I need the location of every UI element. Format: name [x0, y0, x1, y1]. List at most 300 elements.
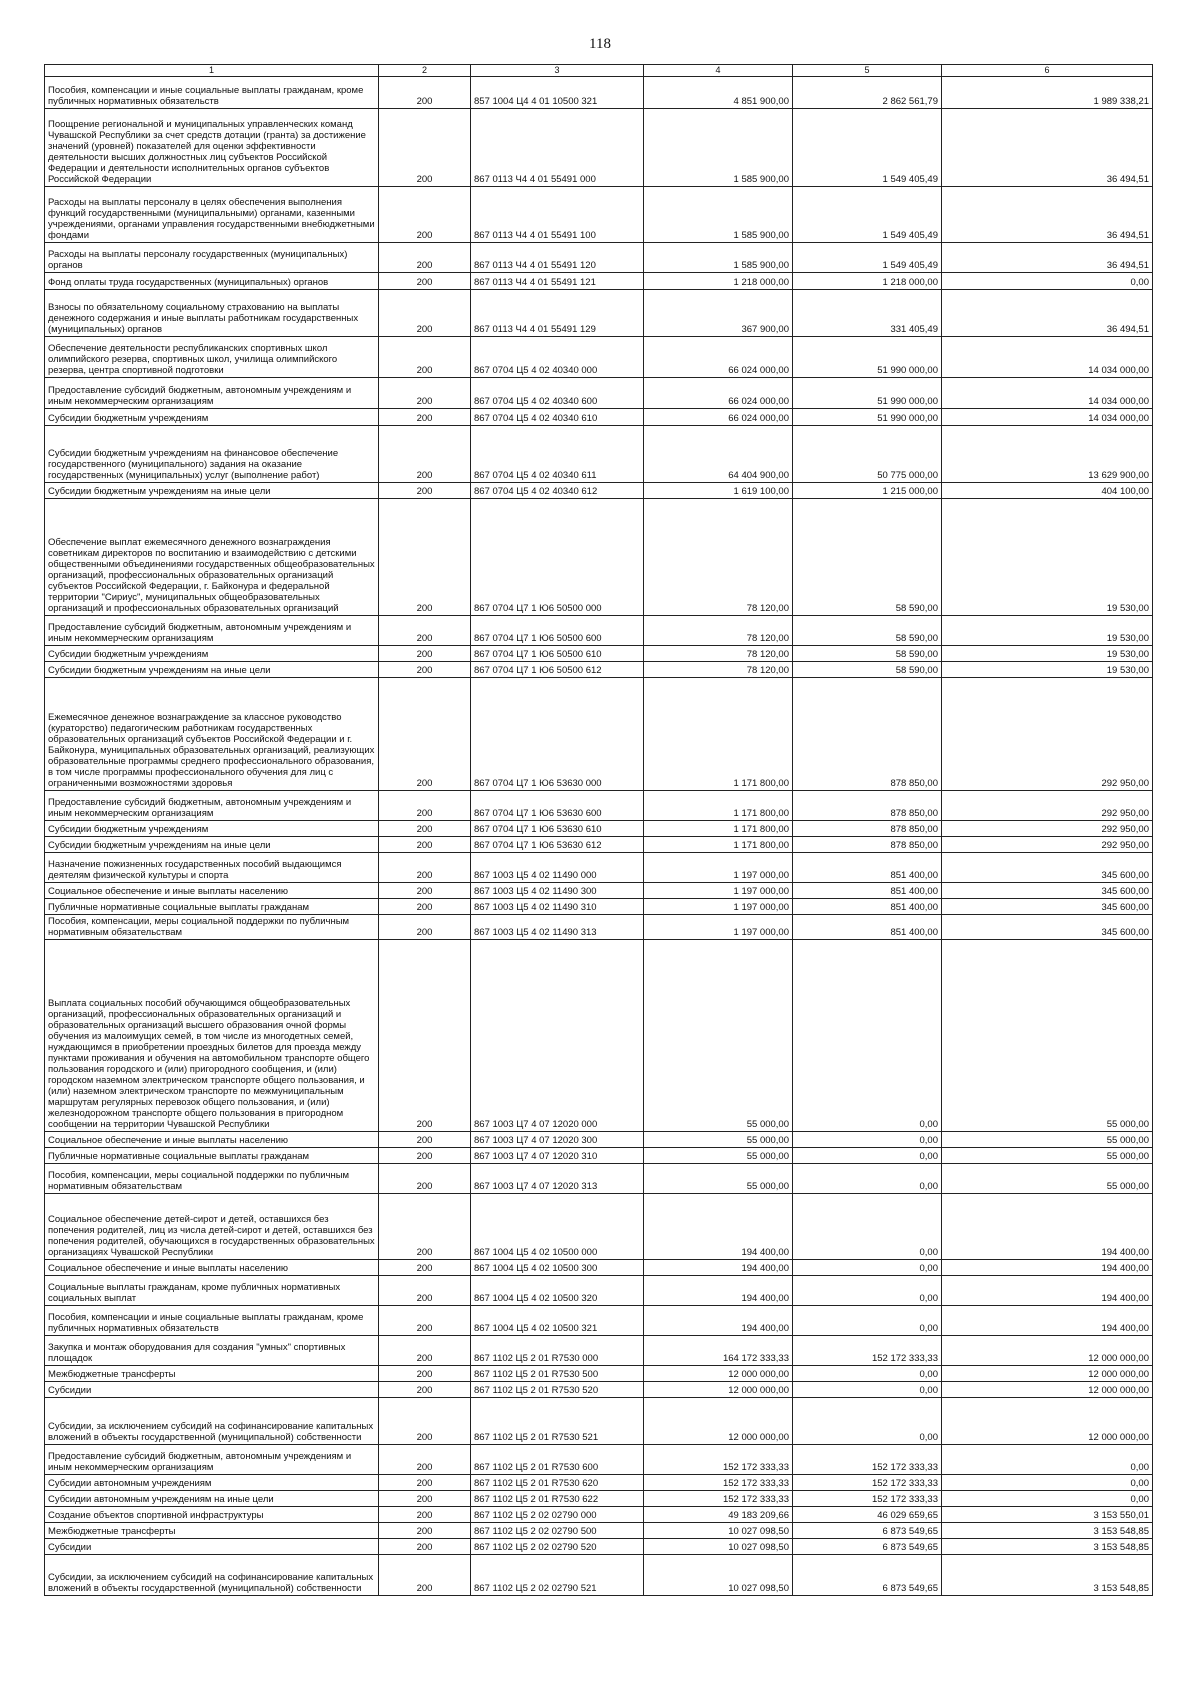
cell-approved: 1 218 000,00: [644, 273, 793, 290]
cell-approved: 1 619 100,00: [644, 483, 793, 499]
cell-classification-code: 867 1004 Ц5 4 02 10500 321: [471, 1306, 644, 1336]
cell-name: Предоставление субсидий бюджетным, автономным учреждениям и иным некоммерческим организациям: [45, 791, 379, 821]
table-row: [45, 77, 1153, 109]
table-row: [45, 837, 1153, 853]
cell-name: Пособия, компенсации, меры социальной поддержки по публичным нормативным обязательствам: [45, 1164, 379, 1194]
cell-executed: 58 590,00: [793, 662, 942, 678]
table-row: [45, 1306, 1153, 1336]
table-row: [45, 915, 1153, 940]
table-row: [45, 899, 1153, 915]
table-row: [45, 883, 1153, 899]
cell-classification-code: 867 0704 Ц7 1 Ю6 53630 612: [471, 837, 644, 853]
cell-approved: 1 197 000,00: [644, 899, 793, 915]
cell-executed: 0,00: [793, 1382, 942, 1398]
cell-unexecuted: 345 600,00: [942, 883, 1153, 899]
cell-line-code: 200: [379, 1164, 471, 1194]
cell-unexecuted: 36 494,51: [942, 243, 1153, 273]
cell-unexecuted: 345 600,00: [942, 899, 1153, 915]
table-row: [45, 499, 1153, 616]
table-row: [45, 337, 1153, 378]
cell-executed: 2 862 561,79: [793, 77, 942, 109]
cell-approved: 1 171 800,00: [644, 791, 793, 821]
cell-unexecuted: 55 000,00: [942, 1164, 1153, 1194]
table-row: [45, 426, 1153, 483]
cell-classification-code: 867 1004 Ц5 4 02 10500 000: [471, 1194, 644, 1260]
cell-executed: 1 549 405,49: [793, 109, 942, 187]
cell-classification-code: 867 1102 Ц5 2 01 R7530 500: [471, 1366, 644, 1382]
table-row: [45, 1475, 1153, 1491]
cell-unexecuted: 345 600,00: [942, 915, 1153, 940]
cell-classification-code: 867 1102 Ц5 2 01 R7530 000: [471, 1336, 644, 1366]
cell-unexecuted: 194 400,00: [942, 1194, 1153, 1260]
cell-approved: 78 120,00: [644, 662, 793, 678]
cell-name: Субсидии автономным учреждениям на иные цели: [45, 1491, 379, 1507]
cell-approved: 1 585 900,00: [644, 187, 793, 243]
cell-unexecuted: 0,00: [942, 1445, 1153, 1475]
cell-unexecuted: 1 989 338,21: [942, 77, 1153, 109]
cell-unexecuted: 36 494,51: [942, 109, 1153, 187]
table-row: [45, 109, 1153, 187]
cell-name: Расходы на выплаты персоналу в целях обеспечения выполнения функций государственными (муниципальными) органами, казенными учреждениями, органами управления государственными внебюджетными фондами: [45, 187, 379, 243]
cell-unexecuted: 292 950,00: [942, 821, 1153, 837]
cell-name: Ежемесячное денежное вознаграждение за классное руководство (кураторство) педагогическим работникам государственных образовательных организаций субъектов Российской Федерации и г. Байконура, муниципальных образовательных организаций, реализующих образовательные программы среднего профессионального образования, в том числе программы профессионального обучения для лиц с ограниченными возможностями здоровья: [45, 678, 379, 791]
cell-name: Взносы по обязательному социальному страхованию на выплаты денежного содержания и иные выплаты работникам государственных (муниципальных) органов: [45, 290, 379, 337]
cell-executed: 0,00: [793, 1366, 942, 1382]
cell-name: Социальное обеспечение и иные выплаты населению: [45, 1260, 379, 1276]
cell-approved: 1 171 800,00: [644, 821, 793, 837]
cell-executed: 878 850,00: [793, 791, 942, 821]
cell-approved: 152 172 333,33: [644, 1445, 793, 1475]
page-number: 118: [589, 36, 611, 52]
cell-classification-code: 867 1003 Ц5 4 02 11490 300: [471, 883, 644, 899]
column-header-name: 1: [45, 65, 379, 77]
cell-name: Субсидии, за исключением субсидий на софинансирование капитальных вложений в объекты государственной (муниципальной) собственности: [45, 1398, 379, 1445]
cell-name: Субсидии бюджетным учреждениям: [45, 646, 379, 662]
cell-name: Фонд оплаты труда государственных (муниципальных) органов: [45, 273, 379, 290]
cell-executed: 851 400,00: [793, 915, 942, 940]
cell-line-code: 200: [379, 337, 471, 378]
cell-executed: 0,00: [793, 1164, 942, 1194]
table-row: [45, 940, 1153, 1132]
cell-approved: 367 900,00: [644, 290, 793, 337]
cell-classification-code: 867 0704 Ц5 4 02 40340 611: [471, 426, 644, 483]
cell-classification-code: 857 1004 Ц4 4 01 10500 321: [471, 77, 644, 109]
cell-unexecuted: 55 000,00: [942, 1148, 1153, 1164]
cell-approved: 1 197 000,00: [644, 853, 793, 883]
cell-approved: 10 027 098,50: [644, 1555, 793, 1596]
cell-line-code: 200: [379, 1276, 471, 1306]
column-header-approved: 4: [644, 65, 793, 77]
cell-line-code: 200: [379, 1491, 471, 1507]
cell-name: Субсидии бюджетным учреждениям на иные цели: [45, 662, 379, 678]
cell-classification-code: 867 0113 Ч4 4 01 55491 100: [471, 187, 644, 243]
cell-line-code: 200: [379, 616, 471, 646]
cell-approved: 1 171 800,00: [644, 837, 793, 853]
cell-classification-code: 867 1102 Ц5 2 01 R7530 521: [471, 1398, 644, 1445]
cell-unexecuted: 12 000 000,00: [942, 1336, 1153, 1366]
cell-approved: 10 027 098,50: [644, 1539, 793, 1555]
cell-name: Предоставление субсидий бюджетным, автономным учреждениям и иным некоммерческим организациям: [45, 616, 379, 646]
cell-unexecuted: 19 530,00: [942, 646, 1153, 662]
cell-line-code: 200: [379, 837, 471, 853]
column-number-row: [45, 65, 1153, 77]
table-row: [45, 646, 1153, 662]
cell-classification-code: 867 1102 Ц5 2 02 02790 521: [471, 1555, 644, 1596]
cell-line-code: 200: [379, 678, 471, 791]
cell-name: Публичные нормативные социальные выплаты гражданам: [45, 899, 379, 915]
table-row: [45, 1539, 1153, 1555]
cell-executed: 152 172 333,33: [793, 1491, 942, 1507]
cell-classification-code: 867 0113 Ч4 4 01 55491 120: [471, 243, 644, 273]
cell-approved: 55 000,00: [644, 940, 793, 1132]
cell-line-code: 200: [379, 1555, 471, 1596]
cell-name: Публичные нормативные социальные выплаты гражданам: [45, 1148, 379, 1164]
cell-approved: 49 183 209,66: [644, 1507, 793, 1523]
cell-executed: 58 590,00: [793, 499, 942, 616]
cell-classification-code: 867 1102 Ц5 2 02 02790 500: [471, 1523, 644, 1539]
cell-classification-code: 867 1003 Ц7 4 07 12020 300: [471, 1132, 644, 1148]
cell-line-code: 200: [379, 1336, 471, 1366]
cell-executed: 51 990 000,00: [793, 337, 942, 378]
table-row: [45, 1398, 1153, 1445]
cell-name: Расходы на выплаты персоналу государственных (муниципальных) органов: [45, 243, 379, 273]
cell-executed: 46 029 659,65: [793, 1507, 942, 1523]
cell-name: Предоставление субсидий бюджетным, автономным учреждениям и иным некоммерческим организациям: [45, 378, 379, 409]
cell-classification-code: 867 1004 Ц5 4 02 10500 320: [471, 1276, 644, 1306]
cell-line-code: 200: [379, 483, 471, 499]
cell-unexecuted: 36 494,51: [942, 290, 1153, 337]
cell-executed: 152 172 333,33: [793, 1475, 942, 1491]
cell-executed: 58 590,00: [793, 616, 942, 646]
cell-line-code: 200: [379, 273, 471, 290]
cell-classification-code: 867 1102 Ц5 2 02 02790 520: [471, 1539, 644, 1555]
table-row: [45, 1132, 1153, 1148]
cell-classification-code: 867 0704 Ц7 1 Ю6 53630 000: [471, 678, 644, 791]
cell-classification-code: 867 1003 Ц7 4 07 12020 310: [471, 1148, 644, 1164]
cell-unexecuted: 292 950,00: [942, 678, 1153, 791]
cell-unexecuted: 3 153 548,85: [942, 1523, 1153, 1539]
table-row: [45, 821, 1153, 837]
cell-classification-code: 867 0113 Ч4 4 01 55491 121: [471, 273, 644, 290]
cell-line-code: 200: [379, 899, 471, 915]
cell-approved: 66 024 000,00: [644, 378, 793, 409]
cell-name: Субсидии бюджетным учреждениям на иные цели: [45, 837, 379, 853]
table-row: [45, 290, 1153, 337]
table-row: [45, 662, 1153, 678]
cell-line-code: 200: [379, 1194, 471, 1260]
cell-line-code: 200: [379, 290, 471, 337]
table-row: [45, 1276, 1153, 1306]
cell-line-code: 200: [379, 821, 471, 837]
cell-classification-code: 867 0704 Ц5 4 02 40340 612: [471, 483, 644, 499]
cell-line-code: 200: [379, 1306, 471, 1336]
cell-name: Пособия, компенсации и иные социальные выплаты гражданам, кроме публичных нормативных обязательств: [45, 1306, 379, 1336]
cell-line-code: 200: [379, 1398, 471, 1445]
cell-name: Субсидии автономным учреждениям: [45, 1475, 379, 1491]
cell-unexecuted: 292 950,00: [942, 837, 1153, 853]
cell-approved: 4 851 900,00: [644, 77, 793, 109]
cell-classification-code: 867 1102 Ц5 2 01 R7530 520: [471, 1382, 644, 1398]
cell-name: Субсидии: [45, 1539, 379, 1555]
cell-name: Закупка и монтаж оборудования для создания "умных" спортивных площадок: [45, 1336, 379, 1366]
table-row: [45, 791, 1153, 821]
cell-name: Субсидии бюджетным учреждениям: [45, 821, 379, 837]
cell-approved: 66 024 000,00: [644, 409, 793, 426]
cell-unexecuted: 12 000 000,00: [942, 1382, 1153, 1398]
cell-name: Субсидии бюджетным учреждениям на финансовое обеспечение государственного (муниципального) задания на оказание государственных (муниципальных) услуг (выполнение работ): [45, 426, 379, 483]
cell-approved: 12 000 000,00: [644, 1366, 793, 1382]
cell-line-code: 200: [379, 853, 471, 883]
table-row: [45, 616, 1153, 646]
cell-classification-code: 867 0704 Ц7 1 Ю6 53630 610: [471, 821, 644, 837]
cell-classification-code: 867 0704 Ц7 1 Ю6 50500 610: [471, 646, 644, 662]
cell-approved: 78 120,00: [644, 616, 793, 646]
cell-unexecuted: 3 153 550,01: [942, 1507, 1153, 1523]
table-row: [45, 1148, 1153, 1164]
cell-executed: 50 775 000,00: [793, 426, 942, 483]
cell-name: Субсидии бюджетным учреждениям: [45, 409, 379, 426]
cell-executed: 6 873 549,65: [793, 1539, 942, 1555]
cell-executed: 1 215 000,00: [793, 483, 942, 499]
cell-name: Субсидии бюджетным учреждениям на иные цели: [45, 483, 379, 499]
cell-approved: 55 000,00: [644, 1164, 793, 1194]
cell-approved: 12 000 000,00: [644, 1398, 793, 1445]
cell-line-code: 200: [379, 1539, 471, 1555]
cell-executed: 58 590,00: [793, 646, 942, 662]
cell-name: Субсидии: [45, 1382, 379, 1398]
cell-line-code: 200: [379, 243, 471, 273]
cell-name: Пособия, компенсации, меры социальной поддержки по публичным нормативным обязательствам: [45, 915, 379, 940]
cell-executed: 878 850,00: [793, 821, 942, 837]
cell-executed: 0,00: [793, 940, 942, 1132]
cell-executed: 0,00: [793, 1132, 942, 1148]
cell-line-code: 200: [379, 662, 471, 678]
cell-unexecuted: 404 100,00: [942, 483, 1153, 499]
cell-line-code: 200: [379, 1132, 471, 1148]
cell-name: Обеспечение выплат ежемесячного денежного вознаграждения советникам директоров по воспитанию и взаимодействию с детскими общественными объединениями государственных общеобразовательных организаций, профессиональных образовательных организаций субъектов Российской Федерации, г. Байконура и федеральной территории "Сириус", муниципальных общеобразовательных организаций и профессиональных образовательных организаций: [45, 499, 379, 616]
cell-approved: 1 197 000,00: [644, 883, 793, 899]
column-header-classification-code: 3: [471, 65, 644, 77]
cell-name: Межбюджетные трансферты: [45, 1366, 379, 1382]
cell-executed: 0,00: [793, 1276, 942, 1306]
cell-unexecuted: 14 034 000,00: [942, 409, 1153, 426]
cell-name: Выплата социальных пособий обучающимся общеобразовательных организаций, профессиональных образовательных организаций и образовательных организаций высшего образования очной формы обучения из малоимущих семей, в том числе из многодетных семей, нуждающимся в приобретении проездных билетов для проезда между пунктами проживания и обучения на автомобильном транспорте общего пользования городского и (или) пригородного сообщения, и (или) городском наземном электрическом транспорте общего пользования, и (или) наземном электрическом транспорте по межмуниципальным маршрутам регулярных перевозок общего пользования, и (или) железнодорожном транспорте общего пользования в пригородном сообщении на территории Чувашской Республики: [45, 940, 379, 1132]
cell-executed: 152 172 333,33: [793, 1445, 942, 1475]
cell-executed: 6 873 549,65: [793, 1555, 942, 1596]
cell-line-code: 200: [379, 187, 471, 243]
cell-classification-code: 867 0113 Ч4 4 01 55491 000: [471, 109, 644, 187]
cell-executed: 851 400,00: [793, 883, 942, 899]
column-header-line-code: 2: [379, 65, 471, 77]
cell-name: Обеспечение деятельности республиканских спортивных школ олимпийского резерва, спортивных школ, училища олимпийского резерва, центра спортивной подготовки: [45, 337, 379, 378]
cell-unexecuted: 3 153 548,85: [942, 1539, 1153, 1555]
table-row: [45, 1336, 1153, 1366]
cell-line-code: 200: [379, 77, 471, 109]
cell-classification-code: 867 1102 Ц5 2 01 R7530 622: [471, 1491, 644, 1507]
cell-approved: 10 027 098,50: [644, 1523, 793, 1539]
cell-classification-code: 867 0704 Ц7 1 Ю6 50500 612: [471, 662, 644, 678]
cell-executed: 851 400,00: [793, 853, 942, 883]
cell-line-code: 200: [379, 109, 471, 187]
cell-approved: 55 000,00: [644, 1148, 793, 1164]
table-row: [45, 1382, 1153, 1398]
cell-name: Пособия, компенсации и иные социальные выплаты гражданам, кроме публичных нормативных обязательств: [45, 77, 379, 109]
cell-approved: 12 000 000,00: [644, 1382, 793, 1398]
cell-name: Субсидии, за исключением субсидий на софинансирование капитальных вложений в объекты государственной (муниципальной) собственности: [45, 1555, 379, 1596]
cell-classification-code: 867 1102 Ц5 2 01 R7530 600: [471, 1445, 644, 1475]
cell-unexecuted: 13 629 900,00: [942, 426, 1153, 483]
column-header-unexecuted: 6: [942, 65, 1153, 77]
cell-line-code: 200: [379, 1148, 471, 1164]
cell-unexecuted: 0,00: [942, 1491, 1153, 1507]
cell-classification-code: 867 1102 Ц5 2 01 R7530 620: [471, 1475, 644, 1491]
cell-classification-code: 867 1003 Ц7 4 07 12020 000: [471, 940, 644, 1132]
cell-unexecuted: 194 400,00: [942, 1306, 1153, 1336]
cell-unexecuted: 194 400,00: [942, 1276, 1153, 1306]
cell-approved: 194 400,00: [644, 1260, 793, 1276]
table-row: [45, 1491, 1153, 1507]
table-row: [45, 1523, 1153, 1539]
cell-unexecuted: 14 034 000,00: [942, 337, 1153, 378]
cell-line-code: 200: [379, 883, 471, 899]
table-row: [45, 1194, 1153, 1260]
budget-execution-table: [44, 64, 1153, 1596]
cell-line-code: 200: [379, 1523, 471, 1539]
cell-approved: 194 400,00: [644, 1276, 793, 1306]
cell-approved: 1 585 900,00: [644, 243, 793, 273]
cell-line-code: 200: [379, 1382, 471, 1398]
cell-name: Предоставление субсидий бюджетным, автономным учреждениям и иным некоммерческим организациям: [45, 1445, 379, 1475]
cell-classification-code: 867 0704 Ц7 1 Ю6 50500 000: [471, 499, 644, 616]
cell-name: Социальное обеспечение и иные выплаты населению: [45, 1132, 379, 1148]
cell-classification-code: 867 1004 Ц5 4 02 10500 300: [471, 1260, 644, 1276]
table-row: [45, 1260, 1153, 1276]
cell-line-code: 200: [379, 1507, 471, 1523]
cell-classification-code: 867 1003 Ц7 4 07 12020 313: [471, 1164, 644, 1194]
cell-approved: 1 171 800,00: [644, 678, 793, 791]
cell-line-code: 200: [379, 1366, 471, 1382]
table-row: [45, 243, 1153, 273]
cell-unexecuted: 3 153 548,85: [942, 1555, 1153, 1596]
cell-line-code: 200: [379, 426, 471, 483]
cell-executed: 0,00: [793, 1148, 942, 1164]
cell-name: Назначение пожизненных государственных пособий выдающимся деятелям физической культуры и спорта: [45, 853, 379, 883]
cell-unexecuted: 19 530,00: [942, 616, 1153, 646]
cell-name: Социальное обеспечение и иные выплаты населению: [45, 883, 379, 899]
cell-unexecuted: 55 000,00: [942, 1132, 1153, 1148]
cell-unexecuted: 19 530,00: [942, 662, 1153, 678]
cell-approved: 78 120,00: [644, 646, 793, 662]
cell-executed: 851 400,00: [793, 899, 942, 915]
cell-classification-code: 867 1003 Ц5 4 02 11490 310: [471, 899, 644, 915]
cell-classification-code: 867 0704 Ц5 4 02 40340 600: [471, 378, 644, 409]
table-row: [45, 1164, 1153, 1194]
table-row: [45, 409, 1153, 426]
cell-executed: 0,00: [793, 1260, 942, 1276]
cell-unexecuted: 36 494,51: [942, 187, 1153, 243]
cell-line-code: 200: [379, 940, 471, 1132]
cell-executed: 331 405,49: [793, 290, 942, 337]
cell-classification-code: 867 1003 Ц5 4 02 11490 313: [471, 915, 644, 940]
cell-executed: 878 850,00: [793, 678, 942, 791]
cell-approved: 194 400,00: [644, 1306, 793, 1336]
table-row: [45, 187, 1153, 243]
cell-approved: 1 197 000,00: [644, 915, 793, 940]
cell-approved: 152 172 333,33: [644, 1491, 793, 1507]
cell-unexecuted: 19 530,00: [942, 499, 1153, 616]
cell-unexecuted: 14 034 000,00: [942, 378, 1153, 409]
cell-approved: 1 585 900,00: [644, 109, 793, 187]
column-header-executed: 5: [793, 65, 942, 77]
table-row: [45, 1445, 1153, 1475]
cell-executed: 152 172 333,33: [793, 1336, 942, 1366]
cell-line-code: 200: [379, 791, 471, 821]
cell-classification-code: 867 0704 Ц5 4 02 40340 000: [471, 337, 644, 378]
table-row: [45, 1555, 1153, 1596]
table-row: [45, 273, 1153, 290]
cell-classification-code: 867 0113 Ч4 4 01 55491 129: [471, 290, 644, 337]
cell-approved: 55 000,00: [644, 1132, 793, 1148]
cell-executed: 51 990 000,00: [793, 409, 942, 426]
cell-executed: 0,00: [793, 1398, 942, 1445]
cell-name: Поощрение региональной и муниципальных управленческих команд Чувашской Республики за счет средств дотации (гранта) за достижение значений (уровней) показателей для оценки эффективности деятельности высших должностных лиц субъектов Российской Федерации и деятельности исполнительных органов субъектов Российской Федерации: [45, 109, 379, 187]
cell-name: Межбюджетные трансферты: [45, 1523, 379, 1539]
cell-unexecuted: 194 400,00: [942, 1260, 1153, 1276]
cell-unexecuted: 0,00: [942, 1475, 1153, 1491]
cell-executed: 1 218 000,00: [793, 273, 942, 290]
cell-line-code: 200: [379, 915, 471, 940]
table-row: [45, 378, 1153, 409]
cell-unexecuted: 55 000,00: [942, 940, 1153, 1132]
cell-line-code: 200: [379, 1260, 471, 1276]
cell-line-code: 200: [379, 409, 471, 426]
table-row: [45, 853, 1153, 883]
cell-unexecuted: 0,00: [942, 273, 1153, 290]
cell-executed: 6 873 549,65: [793, 1523, 942, 1539]
cell-name: Социальные выплаты гражданам, кроме публичных нормативных социальных выплат: [45, 1276, 379, 1306]
table-row: [45, 678, 1153, 791]
cell-name: Социальное обеспечение детей-сирот и детей, оставшихся без попечения родителей, лиц из числа детей-сирот и детей, оставшихся без попечения родителей, обучающихся в государственных образовательных организациях Чувашской Республики: [45, 1194, 379, 1260]
cell-unexecuted: 12 000 000,00: [942, 1366, 1153, 1382]
cell-unexecuted: 345 600,00: [942, 853, 1153, 883]
cell-executed: 1 549 405,49: [793, 187, 942, 243]
cell-name: Создание объектов спортивной инфраструктуры: [45, 1507, 379, 1523]
cell-approved: 164 172 333,33: [644, 1336, 793, 1366]
cell-line-code: 200: [379, 499, 471, 616]
cell-line-code: 200: [379, 378, 471, 409]
cell-line-code: 200: [379, 646, 471, 662]
cell-unexecuted: 292 950,00: [942, 791, 1153, 821]
cell-executed: 51 990 000,00: [793, 378, 942, 409]
cell-executed: 1 549 405,49: [793, 243, 942, 273]
cell-approved: 78 120,00: [644, 499, 793, 616]
cell-classification-code: 867 0704 Ц5 4 02 40340 610: [471, 409, 644, 426]
table-row: [45, 483, 1153, 499]
cell-classification-code: 867 0704 Ц7 1 Ю6 53630 600: [471, 791, 644, 821]
cell-line-code: 200: [379, 1445, 471, 1475]
cell-approved: 66 024 000,00: [644, 337, 793, 378]
cell-unexecuted: 12 000 000,00: [942, 1398, 1153, 1445]
cell-classification-code: 867 1003 Ц5 4 02 11490 000: [471, 853, 644, 883]
cell-executed: 0,00: [793, 1194, 942, 1260]
cell-approved: 64 404 900,00: [644, 426, 793, 483]
table-row: [45, 1366, 1153, 1382]
cell-executed: 0,00: [793, 1306, 942, 1336]
table-row: [45, 1507, 1153, 1523]
cell-line-code: 200: [379, 1475, 471, 1491]
cell-executed: 878 850,00: [793, 837, 942, 853]
cell-approved: 152 172 333,33: [644, 1475, 793, 1491]
